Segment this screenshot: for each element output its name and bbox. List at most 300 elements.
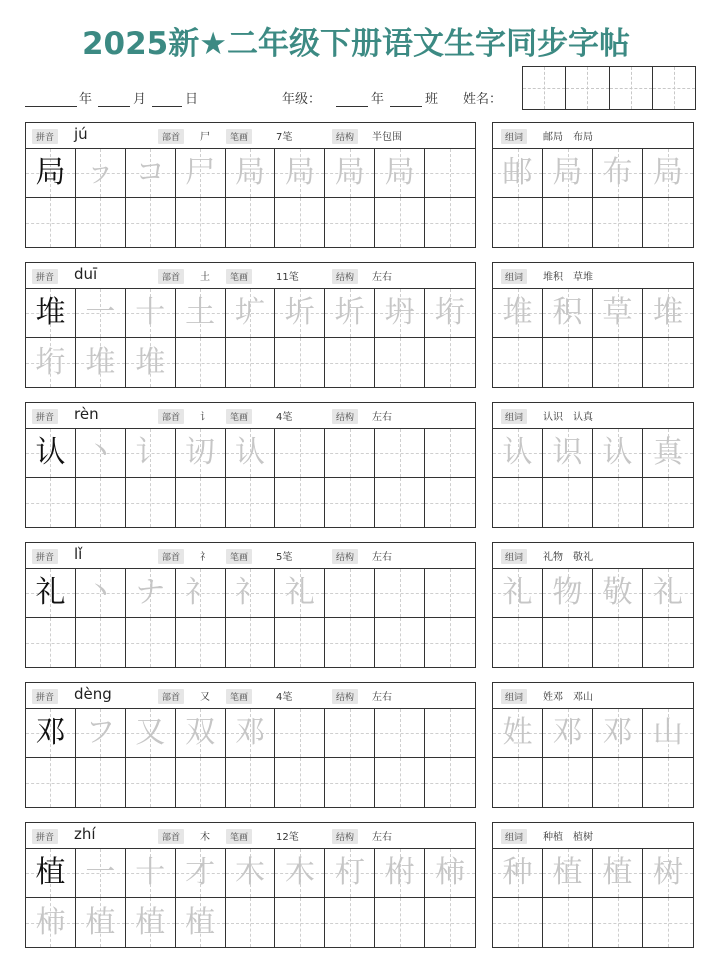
pinyin-tag: 拼音 xyxy=(32,549,58,564)
cell-character: フ xyxy=(85,715,116,750)
words-value: 姓邓 邓山 xyxy=(543,692,593,703)
practice-cell[interactable] xyxy=(275,149,325,198)
practice-cell[interactable] xyxy=(325,429,375,478)
cell-character: 圻 xyxy=(334,295,365,330)
cell-character: 一 xyxy=(85,855,116,890)
name-boxes[interactable] xyxy=(522,66,696,110)
structure-value: 左右 xyxy=(372,412,392,423)
word-practice-cell[interactable] xyxy=(493,478,543,527)
cell-character: 十 xyxy=(135,855,166,890)
practice-cell[interactable] xyxy=(76,569,126,618)
cell-character: 姓 xyxy=(502,715,533,750)
practice-cell[interactable] xyxy=(126,289,176,338)
practice-cell[interactable] xyxy=(425,478,475,527)
name-box[interactable] xyxy=(523,67,566,109)
practice-cell[interactable] xyxy=(126,618,176,667)
words-tag: 组词 xyxy=(501,829,527,844)
radical-value: 礻 xyxy=(200,552,210,563)
practice-cell[interactable] xyxy=(226,429,276,478)
pinyin-value: duī xyxy=(74,265,98,283)
words-value: 邮局 布局 xyxy=(543,132,593,143)
cell-character: 堆 xyxy=(135,344,166,380)
practice-cell[interactable] xyxy=(226,478,276,527)
words-header xyxy=(492,542,694,568)
word-practice-cell[interactable] xyxy=(543,709,593,758)
word-practice-cell[interactable] xyxy=(593,849,643,898)
pinyin-value: rèn xyxy=(74,405,99,423)
practice-cell[interactable] xyxy=(226,849,276,898)
name-box[interactable] xyxy=(566,67,609,109)
grade-blank[interactable] xyxy=(336,106,368,107)
words-tag: 组词 xyxy=(501,689,527,704)
cell-character: 草 xyxy=(602,295,633,330)
cell-character: 堆 xyxy=(35,295,66,330)
practice-cell[interactable] xyxy=(425,569,475,618)
practice-cell[interactable] xyxy=(275,338,325,387)
radical-tag: 部首 xyxy=(158,549,184,564)
word-practice-cell[interactable] xyxy=(593,758,643,807)
practice-cell[interactable] xyxy=(275,709,325,758)
practice-cell[interactable] xyxy=(26,618,76,667)
practice-cell[interactable] xyxy=(425,149,475,198)
practice-cell[interactable] xyxy=(325,849,375,898)
pinyin-tag: 拼音 xyxy=(32,829,58,844)
words-header xyxy=(492,262,694,288)
practice-cell[interactable] xyxy=(226,289,276,338)
cell-character: 柿 xyxy=(35,904,66,940)
month-label: 月 xyxy=(133,92,147,107)
practice-cell[interactable] xyxy=(76,198,126,247)
cell-character: 木 xyxy=(234,855,265,890)
stroke-practice-grid xyxy=(25,848,476,948)
practice-cell[interactable] xyxy=(76,758,126,807)
word-practice-cell[interactable] xyxy=(593,149,643,198)
structure-tag: 结构 xyxy=(332,129,358,144)
word-practice-cell[interactable] xyxy=(643,849,693,898)
word-practice-cell[interactable] xyxy=(493,289,543,338)
practice-cell[interactable] xyxy=(126,849,176,898)
strokes-tag: 笔画 xyxy=(226,549,252,564)
word-practice-cell[interactable] xyxy=(593,618,643,667)
word-practice-cell[interactable] xyxy=(593,569,643,618)
cell-character: 局 xyxy=(334,155,365,190)
practice-cell[interactable] xyxy=(226,149,276,198)
practice-cell[interactable] xyxy=(76,898,126,947)
word-practice-grid xyxy=(492,708,694,808)
practice-cell[interactable] xyxy=(425,758,475,807)
cell-character: 植 xyxy=(552,855,583,890)
word-practice-cell[interactable] xyxy=(543,849,593,898)
practice-cell[interactable] xyxy=(176,898,226,947)
words-header xyxy=(492,122,694,148)
structure-tag: 结构 xyxy=(332,549,358,564)
word-practice-cell[interactable] xyxy=(493,198,543,247)
practice-cell[interactable] xyxy=(425,849,475,898)
pinyin-value: lǐ xyxy=(74,545,83,563)
strokes-tag: 笔画 xyxy=(226,269,252,284)
cell-character: 圹 xyxy=(234,295,265,330)
practice-cell[interactable] xyxy=(126,429,176,478)
model-character-cell[interactable] xyxy=(26,429,76,478)
words-value: 礼物 敬礼 xyxy=(543,552,593,563)
practice-cell[interactable] xyxy=(176,338,226,387)
practice-cell[interactable] xyxy=(176,849,226,898)
practice-cell[interactable] xyxy=(126,569,176,618)
practice-cell[interactable] xyxy=(325,898,375,947)
practice-cell[interactable] xyxy=(325,478,375,527)
character-block xyxy=(0,822,712,952)
word-practice-cell[interactable] xyxy=(493,569,543,618)
word-practice-cell[interactable] xyxy=(543,569,593,618)
practice-cell[interactable] xyxy=(76,478,126,527)
name-box[interactable] xyxy=(610,67,653,109)
pinyin-tag: 拼音 xyxy=(32,689,58,704)
practice-cell[interactable] xyxy=(176,709,226,758)
month-blank[interactable] xyxy=(98,106,130,107)
words-tag: 组词 xyxy=(501,549,527,564)
cell-character: 尸 xyxy=(185,155,216,190)
practice-cell[interactable] xyxy=(76,849,126,898)
word-practice-cell[interactable] xyxy=(643,569,693,618)
radical-value: 木 xyxy=(200,832,210,843)
radical-value: 尸 xyxy=(200,132,210,143)
character-info-header xyxy=(25,822,476,848)
cell-character: 朾 xyxy=(334,855,365,890)
word-practice-cell[interactable] xyxy=(593,478,643,527)
practice-cell[interactable] xyxy=(126,758,176,807)
word-practice-cell[interactable] xyxy=(643,758,693,807)
cell-character: 认 xyxy=(602,435,633,470)
practice-cell[interactable] xyxy=(325,338,375,387)
practice-cell[interactable] xyxy=(425,289,475,338)
practice-cell[interactable] xyxy=(275,429,325,478)
stroke-practice-grid xyxy=(25,288,476,388)
cell-character: 柎 xyxy=(384,855,415,890)
cell-character: 植 xyxy=(185,904,216,940)
pinyin-value: jú xyxy=(74,125,88,143)
practice-cell[interactable] xyxy=(375,709,425,758)
cell-character: 垳 xyxy=(435,295,466,330)
cell-character: 十 xyxy=(135,295,166,330)
practice-cell[interactable] xyxy=(226,709,276,758)
structure-tag: 结构 xyxy=(332,829,358,844)
practice-cell[interactable] xyxy=(375,758,425,807)
words-header xyxy=(492,402,694,428)
cell-character: 木 xyxy=(284,855,315,890)
word-practice-cell[interactable] xyxy=(543,618,593,667)
practice-cell[interactable] xyxy=(325,758,375,807)
name-label: 姓名： xyxy=(463,92,503,107)
practice-cell[interactable] xyxy=(375,338,425,387)
cell-character: 认 xyxy=(502,435,533,470)
cell-character: 山 xyxy=(653,715,683,750)
practice-cell[interactable] xyxy=(176,149,226,198)
practice-cell[interactable] xyxy=(425,709,475,758)
word-practice-cell[interactable] xyxy=(593,898,643,947)
word-practice-cell[interactable] xyxy=(643,198,693,247)
cell-character: 植 xyxy=(135,904,166,940)
word-practice-cell[interactable] xyxy=(543,898,593,947)
word-practice-cell[interactable] xyxy=(593,709,643,758)
cell-character: 丶 xyxy=(85,575,116,610)
practice-cell[interactable] xyxy=(375,898,425,947)
grade-label: 年级： xyxy=(282,92,322,107)
class-label: 班 xyxy=(425,92,439,107)
word-practice-cell[interactable] xyxy=(543,198,593,247)
character-info-header xyxy=(25,542,476,568)
cell-character: 识 xyxy=(552,435,583,470)
radical-tag: 部首 xyxy=(158,829,184,844)
practice-cell[interactable] xyxy=(375,618,425,667)
structure-value: 半包围 xyxy=(372,132,402,143)
model-character-cell[interactable] xyxy=(26,709,76,758)
practice-cell[interactable] xyxy=(176,478,226,527)
practice-cell[interactable] xyxy=(26,478,76,527)
practice-cell[interactable] xyxy=(26,898,76,947)
cell-character: 礼 xyxy=(502,575,533,610)
cell-character: ナ xyxy=(135,575,166,610)
character-block xyxy=(0,402,712,532)
name-box[interactable] xyxy=(653,67,695,109)
practice-cell[interactable] xyxy=(126,149,176,198)
class-blank[interactable] xyxy=(390,106,422,107)
word-practice-cell[interactable] xyxy=(593,429,643,478)
practice-cell[interactable] xyxy=(275,198,325,247)
practice-cell[interactable] xyxy=(375,849,425,898)
pinyin-tag: 拼音 xyxy=(32,129,58,144)
practice-cell[interactable] xyxy=(76,429,126,478)
cell-character: 礼 xyxy=(653,575,683,610)
word-practice-cell[interactable] xyxy=(493,709,543,758)
cell-character: 邓 xyxy=(602,715,633,750)
radical-tag: 部首 xyxy=(158,409,184,424)
word-practice-cell[interactable] xyxy=(593,289,643,338)
word-practice-cell[interactable] xyxy=(493,149,543,198)
practice-cell[interactable] xyxy=(275,618,325,667)
word-practice-cell[interactable] xyxy=(643,618,693,667)
practice-cell[interactable] xyxy=(176,289,226,338)
cell-character: 布 xyxy=(602,155,633,190)
year-blank[interactable] xyxy=(25,106,77,107)
practice-cell[interactable] xyxy=(176,198,226,247)
word-practice-cell[interactable] xyxy=(643,478,693,527)
practice-cell[interactable] xyxy=(375,478,425,527)
practice-cell[interactable] xyxy=(275,478,325,527)
practice-cell[interactable] xyxy=(275,849,325,898)
practice-cell[interactable] xyxy=(26,198,76,247)
practice-cell[interactable] xyxy=(375,149,425,198)
practice-cell[interactable] xyxy=(226,618,276,667)
cell-character: 礻 xyxy=(185,575,216,610)
practice-cell[interactable] xyxy=(375,289,425,338)
practice-cell[interactable] xyxy=(325,569,375,618)
cell-character: 堆 xyxy=(502,295,533,330)
word-practice-cell[interactable] xyxy=(593,338,643,387)
strokes-value: 12笔 xyxy=(276,832,299,843)
practice-cell[interactable] xyxy=(126,478,176,527)
practice-cell[interactable] xyxy=(26,758,76,807)
word-practice-cell[interactable] xyxy=(643,338,693,387)
practice-cell[interactable] xyxy=(226,338,276,387)
structure-tag: 结构 xyxy=(332,269,358,284)
practice-cell[interactable] xyxy=(76,618,126,667)
cell-character: 又 xyxy=(135,715,166,750)
model-character-cell[interactable] xyxy=(26,289,76,338)
cell-character: 才 xyxy=(185,855,216,890)
cell-character: 垳 xyxy=(35,344,66,380)
practice-cell[interactable] xyxy=(226,898,276,947)
practice-cell[interactable] xyxy=(126,198,176,247)
cell-character: ㇷ xyxy=(85,155,116,190)
practice-cell[interactable] xyxy=(325,289,375,338)
word-practice-cell[interactable] xyxy=(543,478,593,527)
practice-cell[interactable] xyxy=(275,289,325,338)
word-practice-cell[interactable] xyxy=(493,429,543,478)
cell-character: 积 xyxy=(552,295,583,330)
model-character-cell[interactable] xyxy=(26,569,76,618)
practice-cell[interactable] xyxy=(226,758,276,807)
word-practice-cell[interactable] xyxy=(543,338,593,387)
character-block xyxy=(0,122,712,252)
strokes-value: 5笔 xyxy=(276,552,293,563)
day-label: 日 xyxy=(185,92,199,107)
model-character-cell[interactable] xyxy=(26,849,76,898)
stroke-practice-grid xyxy=(25,568,476,668)
cell-character: 礼 xyxy=(35,575,66,610)
practice-cell[interactable] xyxy=(425,338,475,387)
practice-cell[interactable] xyxy=(325,198,375,247)
word-practice-cell[interactable] xyxy=(643,149,693,198)
character-info-header xyxy=(25,262,476,288)
cell-character: 堆 xyxy=(653,295,683,330)
practice-cell[interactable] xyxy=(375,198,425,247)
practice-cell[interactable] xyxy=(26,338,76,387)
cell-character: 圻 xyxy=(284,295,315,330)
practice-cell[interactable] xyxy=(325,618,375,667)
word-practice-cell[interactable] xyxy=(493,849,543,898)
structure-tag: 结构 xyxy=(332,409,358,424)
practice-cell[interactable] xyxy=(425,898,475,947)
cell-character: 礻 xyxy=(234,575,265,610)
word-practice-cell[interactable] xyxy=(593,198,643,247)
practice-cell[interactable] xyxy=(226,198,276,247)
word-practice-cell[interactable] xyxy=(543,758,593,807)
strokes-tag: 笔画 xyxy=(226,829,252,844)
pinyin-value: zhí xyxy=(74,825,96,843)
cell-character: 植 xyxy=(602,855,633,890)
word-practice-cell[interactable] xyxy=(543,289,593,338)
word-practice-grid xyxy=(492,288,694,388)
radical-tag: 部首 xyxy=(158,129,184,144)
practice-cell[interactable] xyxy=(425,429,475,478)
practice-cell[interactable] xyxy=(76,338,126,387)
practice-cell[interactable] xyxy=(425,618,475,667)
practice-cell[interactable] xyxy=(275,758,325,807)
character-info-header xyxy=(25,682,476,708)
word-practice-cell[interactable] xyxy=(493,618,543,667)
word-practice-cell[interactable] xyxy=(493,758,543,807)
word-practice-grid xyxy=(492,148,694,248)
practice-cell[interactable] xyxy=(375,569,425,618)
practice-cell[interactable] xyxy=(275,898,325,947)
structure-tag: 结构 xyxy=(332,689,358,704)
words-tag: 组词 xyxy=(501,129,527,144)
word-practice-cell[interactable] xyxy=(643,429,693,478)
practice-cell[interactable] xyxy=(375,429,425,478)
practice-cell[interactable] xyxy=(176,758,226,807)
practice-cell[interactable] xyxy=(325,149,375,198)
character-info-header xyxy=(25,122,476,148)
cell-character: 树 xyxy=(653,855,683,890)
cell-character: 认 xyxy=(35,435,66,470)
cell-character: 丶 xyxy=(85,435,116,470)
cell-character: コ xyxy=(135,155,166,190)
practice-cell[interactable] xyxy=(176,618,226,667)
radical-tag: 部首 xyxy=(158,269,184,284)
cell-character: 局 xyxy=(35,155,66,190)
practice-cell[interactable] xyxy=(76,289,126,338)
character-block xyxy=(0,262,712,392)
cell-character: 土 xyxy=(185,295,216,330)
pinyin-tag: 拼音 xyxy=(32,269,58,284)
structure-value: 左右 xyxy=(372,832,392,843)
word-practice-cell[interactable] xyxy=(643,898,693,947)
practice-cell[interactable] xyxy=(76,709,126,758)
cell-character: 邓 xyxy=(552,715,583,750)
cell-character: 敬 xyxy=(602,575,633,610)
strokes-value: 11笔 xyxy=(276,272,299,283)
cell-character: 种 xyxy=(502,855,533,890)
word-practice-cell[interactable] xyxy=(493,338,543,387)
practice-cell[interactable] xyxy=(275,569,325,618)
word-practice-cell[interactable] xyxy=(643,709,693,758)
words-value: 堆积 草堆 xyxy=(543,272,593,283)
words-tag: 组词 xyxy=(501,269,527,284)
word-practice-cell[interactable] xyxy=(643,289,693,338)
practice-cell[interactable] xyxy=(126,338,176,387)
practice-cell[interactable] xyxy=(126,709,176,758)
word-practice-cell[interactable] xyxy=(493,898,543,947)
practice-cell[interactable] xyxy=(325,709,375,758)
practice-cell[interactable] xyxy=(425,198,475,247)
structure-value: 左右 xyxy=(372,552,392,563)
word-practice-cell[interactable] xyxy=(543,149,593,198)
cell-character: 堆 xyxy=(85,344,116,380)
word-practice-grid xyxy=(492,568,694,668)
model-character-cell[interactable] xyxy=(26,149,76,198)
cell-character: 局 xyxy=(234,155,265,190)
practice-cell[interactable] xyxy=(176,569,226,618)
practice-cell[interactable] xyxy=(176,429,226,478)
cell-character: 植 xyxy=(85,904,116,940)
cell-character: 邓 xyxy=(35,715,66,750)
day-blank[interactable] xyxy=(152,106,182,107)
word-practice-cell[interactable] xyxy=(543,429,593,478)
cell-character: 讱 xyxy=(185,435,216,470)
grade-year-label: 年 xyxy=(371,92,385,107)
practice-cell[interactable] xyxy=(226,569,276,618)
cell-character: 局 xyxy=(384,155,415,190)
words-value: 认识 认真 xyxy=(543,412,593,423)
cell-character: 邮 xyxy=(502,155,533,190)
practice-cell[interactable] xyxy=(126,898,176,947)
structure-value: 左右 xyxy=(372,692,392,703)
structure-value: 左右 xyxy=(372,272,392,283)
cell-character: 物 xyxy=(552,575,583,610)
practice-cell[interactable] xyxy=(76,149,126,198)
words-tag: 组词 xyxy=(501,409,527,424)
word-practice-grid xyxy=(492,428,694,528)
